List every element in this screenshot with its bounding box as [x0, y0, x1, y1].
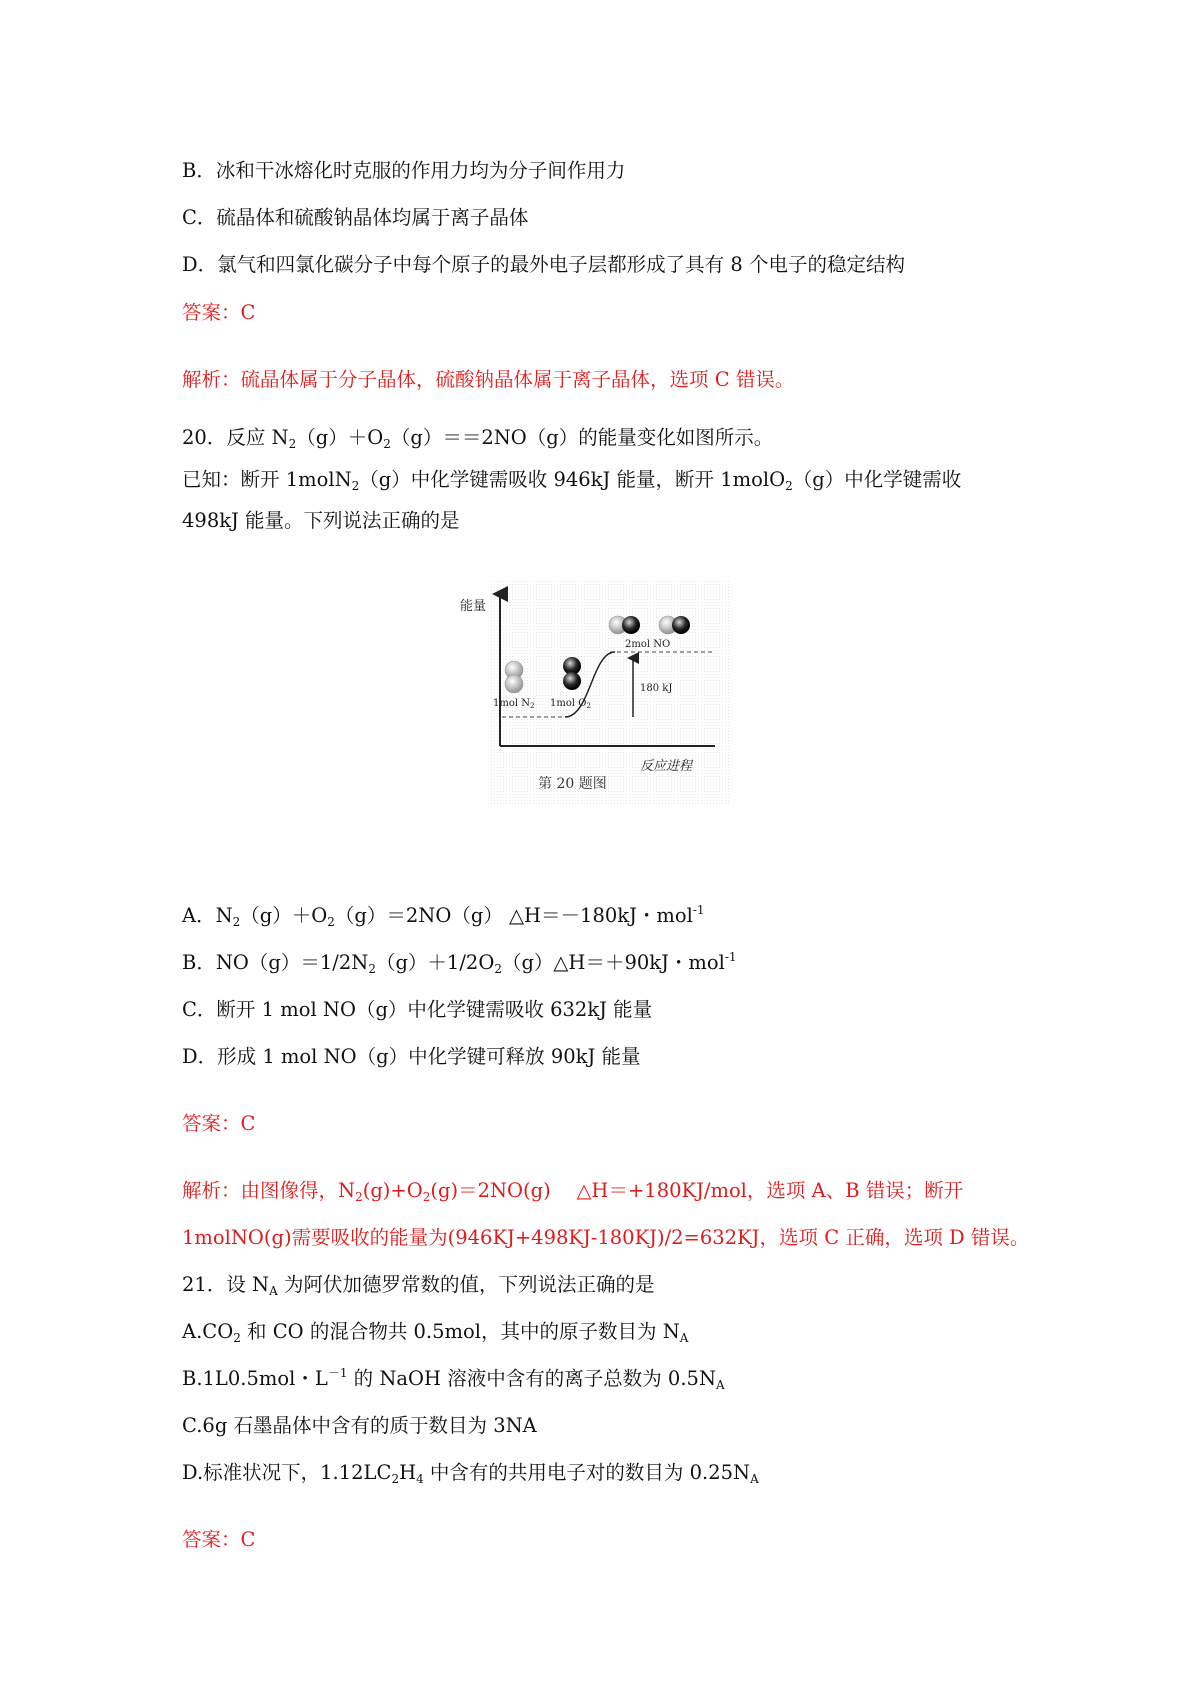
n2-label: 1mol $N_2$ [493, 698, 535, 710]
q19-option-c: C．硫晶体和硫酸钠晶体均属于离子晶体 [182, 206, 529, 229]
q20-answer: 答案：C [182, 1112, 256, 1135]
q20-option-c: C．断开 1 mol NO（g）中化学键需吸收 632kJ 能量 [182, 998, 653, 1021]
q20-analysis-line2: 1molNO(g)需要吸收的能量为(946KJ+498KJ-180KJ)/2=632KJ，选项 C 正确，选项 D 错误。 [182, 1226, 1030, 1249]
no-label: 2mol NO [625, 639, 671, 650]
q19-option-d: D．氯气和四氯化碳分子中每个原子的最外电子层都形成了具有 8 个电子的稳定结构 [182, 253, 905, 276]
q20-known-line2: 498kJ 能量。下列说法正确的是 [182, 509, 460, 532]
q21-answer: 答案：C [182, 1528, 256, 1551]
q21-option-b: B.1L0.5mol・$L^{-1}$ 的 NaOH 溶液中含有的离子总数为 $0.5N_A$ [182, 1366, 725, 1392]
figure-caption: 第 20 题图 [538, 776, 607, 792]
q20-stem: 20．反应 $N_2(g)+O_2(g)==2NO(g)$的能量变化如图所示。 [182, 426, 774, 451]
q20-option-b: B．$NO(g)=1/2N_2(g)+1/2O_2(g)\triangle H=+90kJ$・mol$^{-1}$ [182, 950, 737, 976]
energy-diagram [460, 580, 730, 806]
q21-option-c: C.6g 石墨晶体中含有的质于数目为 3NA [182, 1414, 537, 1437]
q21-stem: 21．设 $N_A$ 为阿伏加德罗常数的值，下列说法正确的是 [182, 1273, 655, 1298]
q19-analysis: 解析：硫晶体属于分子晶体，硫酸钠晶体属于离子晶体，选项 C 错误。 [182, 368, 795, 391]
q21-option-d: D.标准状况下，$1.12LC_2H_4$ 中含有的共用电子对的数目为 $0.25N_A$ [182, 1461, 759, 1486]
delta-h-label: 180 kJ [640, 683, 673, 694]
q20-option-a: A．$N_2(g)+O_2(g)=2NO(g)$ △H＝－180kJ・mol$^{-1}$ [182, 903, 705, 929]
q19-answer: 答案：C [182, 301, 256, 324]
q20-analysis-line1: 解析：由图像得，$N_2(g)+O_2(g)=2NO(g)$ △H＝+180KJ/mol，选项 A、B 错误；断开 [182, 1179, 964, 1204]
q20-option-d: D．形成 1 mol NO（g）中化学键可释放 90kJ 能量 [182, 1045, 641, 1068]
reaction-progress-label: 反应进程 [640, 759, 693, 774]
q20-known-line1: 已知：断开 1molN$_2$（g）中化学键需吸收 946kJ 能量，断开 1molO$_2$（g）中化学键需收 [182, 468, 962, 493]
o2-label: 1mol $O_2$ [550, 698, 591, 710]
energy-axis-label: 能量 [460, 599, 487, 614]
q19-option-b: B．冰和干冰熔化时克服的作用力均为分子间作用力 [182, 159, 626, 182]
q21-option-a: $A.CO_2$ 和 CO 的混合物共 0.5mol，其中的原子数目为 $N_A$ [182, 1320, 689, 1345]
